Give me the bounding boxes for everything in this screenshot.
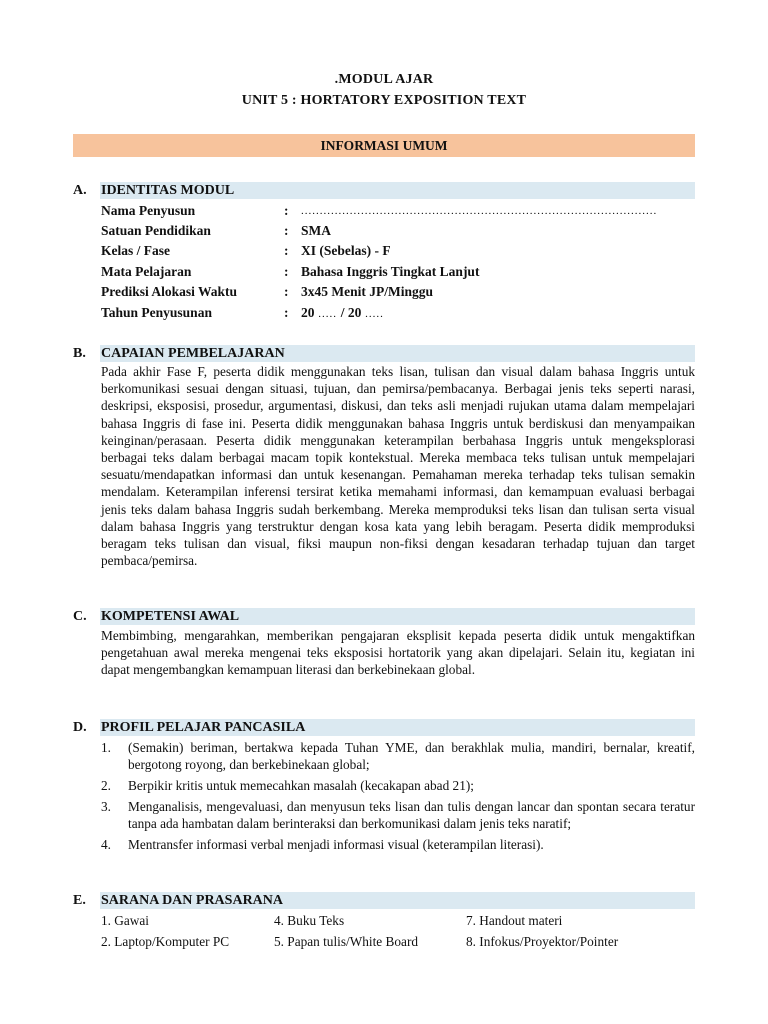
identity-colon: : bbox=[284, 264, 289, 279]
section-c-letter: C. bbox=[73, 609, 87, 624]
list-item-text: Menganalisis, mengevaluasi, dan menyusun teks lisan dan tulis dengan lancar dan spontan secara teratur tanpa ada hambatan dalam berinteraksi dan berkomunikasi dalam jenis teks naratif; bbox=[128, 799, 695, 831]
capaian-pembelajaran-text: Pada akhir Fase F, peserta didik menggunakan teks lisan, tulisan dan visual dalam bahasa Inggris untuk berkomunikasi sesuai dengan situasi, tujuan, dan pemirsa/pembacanya. Berbagai jenis teks seperti narasi, deskripsi, eksposisi, prosedur, argumentasi, diskusi, dan teks asli menjadi rujukan utama dalam mempelajari bahasa Inggris di fase ini. Peserta didik menggunakan bahasa Inggris untuk berdiskusi dan menyampaikan keinginan/perasaan. Peserta didik menggunakan keterampilan berbahasa Inggris untuk mengeksplorasi berbagai teks dalam berbagai macam topik kontekstual. Mereka membaca teks tulisan untuk mempelajari sesuatu/mendapatkan informasi dan untuk kesenangan. Pemahaman mereka terhadap teks tulisan semakin mendalam. Keterampilan inferensi tersirat ketika memahami informasi, dan kemampuan evaluasi berbagai jenis teks dalam bahasa Inggris sudah berkembang. Mereka memproduksi teks lisan dan tulisan serta visual dalam bahasa Inggris yang terstruktur dengan kosa kata yang lebih beragam. Peserta didik memproduksi beragam teks tulisan dan visual, fiksi maupun non-fiksi dengan kesadaran terhadap tujuan dan target pembaca/pemirsa. bbox=[101, 364, 695, 569]
identity-colon: : bbox=[284, 203, 289, 218]
list-item-text: Mentransfer informasi verbal menjadi informasi visual (keterampilan literasi). bbox=[128, 837, 544, 852]
year-dots-2: ..... bbox=[361, 308, 384, 320]
list-item bbox=[73, 836, 695, 853]
section-b-heading bbox=[73, 345, 695, 362]
list-item-text: Berpikir kritis untuk memecahkan masalah (kecakapan abad 21); bbox=[128, 778, 474, 793]
year-end: / 20 bbox=[340, 305, 362, 320]
section-d-letter: D. bbox=[73, 720, 87, 735]
identity-value: SMA bbox=[301, 223, 331, 238]
section-a-title: IDENTITAS MODUL bbox=[101, 183, 235, 198]
unit-title: UNIT 5 : HORTATORY EXPOSITION TEXT bbox=[241, 93, 527, 108]
year-start: 20 bbox=[301, 305, 315, 320]
section-e-heading bbox=[73, 892, 695, 909]
section-c-heading bbox=[73, 608, 695, 625]
list-item-number: 1. bbox=[101, 740, 111, 755]
section-a-letter: A. bbox=[73, 183, 87, 198]
identity-value: XI (Sebelas) - F bbox=[301, 243, 391, 258]
section-a-heading bbox=[73, 182, 695, 199]
sarana-item: 4. Buku Teks bbox=[274, 913, 345, 928]
identity-value: ............................................................................................... bbox=[301, 205, 658, 217]
identity-colon: : bbox=[284, 284, 289, 299]
profil-pelajar-list bbox=[73, 739, 695, 857]
sarana-item: 7. Handout materi bbox=[466, 913, 563, 928]
section-e-letter: E. bbox=[73, 893, 86, 908]
year-dots-1: ..... bbox=[314, 308, 341, 320]
section-d-heading bbox=[73, 719, 695, 736]
identity-label: Satuan Pendidikan bbox=[101, 223, 211, 238]
section-d-title: PROFIL PELAJAR PANCASILA bbox=[101, 720, 306, 735]
identity-label: Kelas / Fase bbox=[101, 243, 170, 258]
identity-label: Mata Pelajaran bbox=[101, 264, 192, 279]
sarana-item: 2. Laptop/Komputer PC bbox=[101, 934, 230, 949]
kompetensi-awal-text: Membimbing, mengarahkan, memberikan pengajaran eksplisit kepada peserta didik untuk mengaktifkan pengetahuan awal mereka mengenai teks eksposisi hortatorik yang akan dipelajari. Selain itu, kegiatan ini dapat mengembangkan kemampuan literasi dan berkebinekaan global. bbox=[101, 628, 695, 678]
list-item bbox=[73, 739, 695, 773]
identity-value bbox=[301, 303, 384, 324]
list-item bbox=[73, 798, 695, 832]
list-item-number: 4. bbox=[101, 837, 111, 852]
section-b-letter: B. bbox=[73, 346, 86, 361]
module-title: .MODUL AJAR bbox=[334, 72, 434, 87]
sarana-prasarana-grid bbox=[101, 910, 695, 954]
identity-colon: : bbox=[284, 243, 289, 258]
identity-colon: : bbox=[284, 223, 289, 238]
section-c-title: KOMPETENSI AWAL bbox=[101, 609, 240, 624]
identity-label: Prediksi Alokasi Waktu bbox=[101, 284, 238, 299]
sarana-item: 8. Infokus/Proyektor/Pointer bbox=[466, 934, 619, 949]
section-e-title: SARANA DAN PRASARANA bbox=[101, 893, 284, 908]
identity-label: Tahun Penyusunan bbox=[101, 305, 212, 320]
list-item bbox=[73, 777, 695, 794]
informasi-umum-banner: INFORMASI UMUM bbox=[73, 134, 695, 157]
list-item-number: 2. bbox=[101, 778, 111, 793]
section-b-title: CAPAIAN PEMBELAJARAN bbox=[101, 346, 285, 361]
list-item-number: 3. bbox=[101, 799, 111, 814]
identity-label: Nama Penyusun bbox=[101, 203, 196, 218]
identity-value: Bahasa Inggris Tingkat Lanjut bbox=[301, 264, 480, 279]
identity-colon: : bbox=[284, 305, 289, 320]
sarana-item: 5. Papan tulis/White Board bbox=[274, 934, 419, 949]
sarana-item: 1. Gawai bbox=[101, 913, 149, 928]
identity-value: 3x45 Menit JP/Minggu bbox=[301, 284, 433, 299]
list-item-text: (Semakin) beriman, bertakwa kepada Tuhan YME, dan berakhlak mulia, mandiri, bernalar, kreatif, bergotong royong, dan berkebinekaan global; bbox=[128, 740, 695, 772]
